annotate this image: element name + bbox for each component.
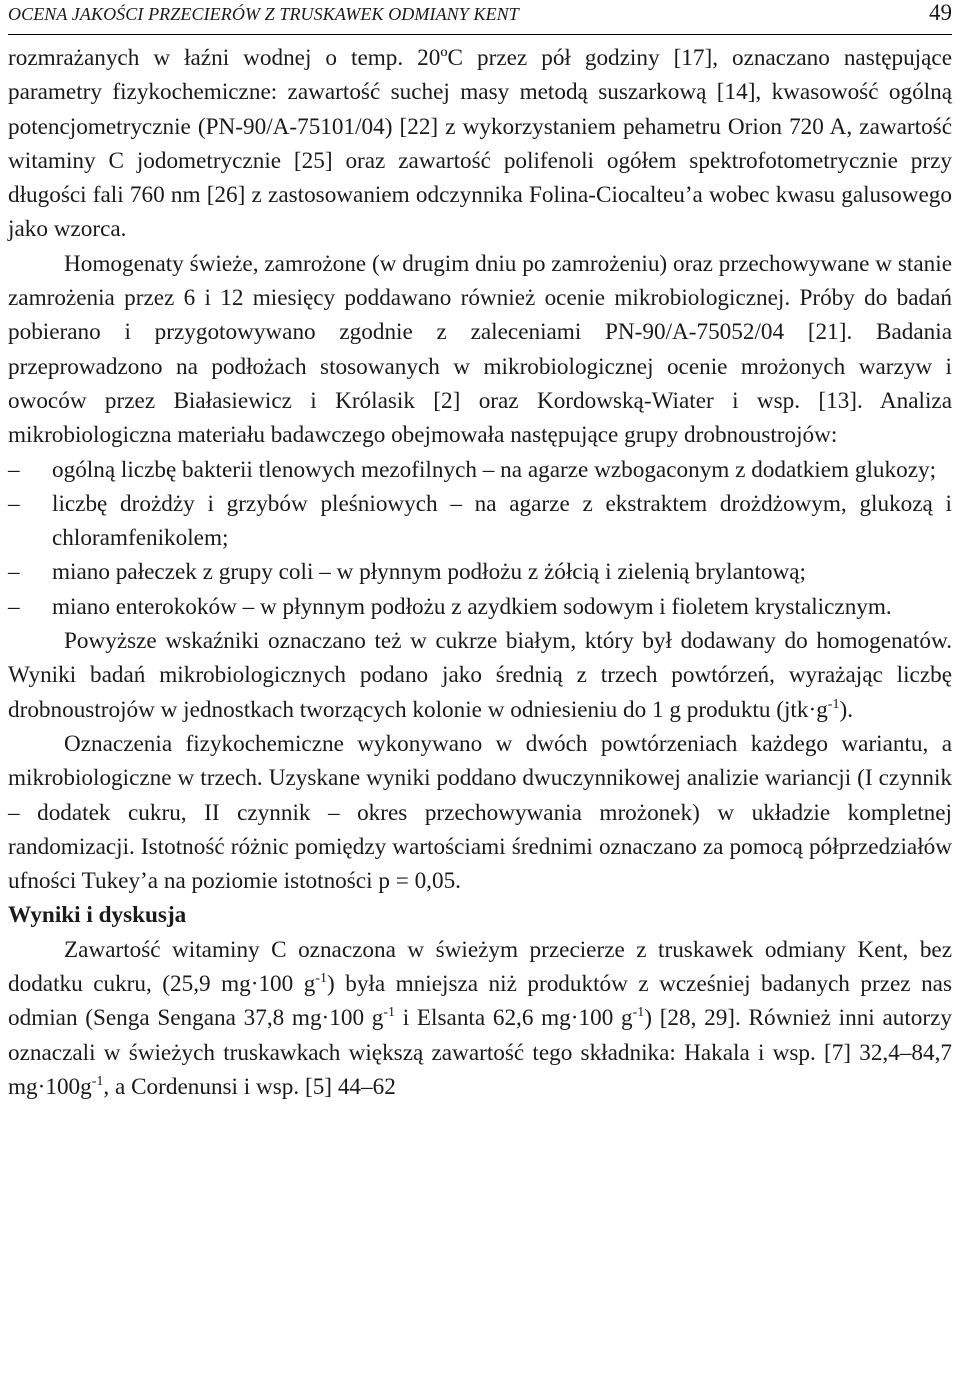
- superscript: -1: [383, 1005, 396, 1021]
- paragraph-homogenates: Homogenaty świeże, zamrożone (w drugim dniu po zamrożeniu) oraz przechowywane w stanie zamrożenia przez 6 i 12 miesięcy poddawano również ocenie mikrobiologicznej. Próby do badań pobierano i przygotowywano zgodnie z zaleceniami PN-90/A-75052/04 [21]. Badania przeprowadzono na podłożach stosowanych w mikrobiologicznej ocenie mrożonych warzyw i owoców przez Białasiewicz i Królasik [2] oraz Kordowską-Wiater i wsp. [13]. Analiza mikrobiologiczna materiału badawczego obejmowała następujące grupy drobnoustrojów:: [8, 250, 952, 449]
- running-title: OCENA JAKOŚCI PRZECIERÓW Z TRUSKAWEK ODMIANY KENT: [8, 4, 519, 24]
- text-run: Zawartość witaminy C oznaczona w świeżym przecierze z truskawek odmiany Kent, bez dodatku cukru, (25,9 mg·100 g: [8, 936, 952, 998]
- list-item-text: liczbę drożdży i grzybów pleśniowych – na agarze z ekstraktem drożdżowym, glukozą i chloramfenikolem;: [52, 490, 952, 552]
- paragraph-methods: rozmrażanych w łaźni wodnej o temp. 20ºC przez pół godziny [17], oznaczano następujące parametry fizykochemiczne: zawartość suchej masy metodą suszarkową [14], kwasowość ogólną potencjometrycznie (PN-90/A-75101/04) [22] z wykorzystaniem pehametru Orion 720 A, zawartość witaminy C jodometrycznie [25] oraz zawartość polifenoli ogółem spektrofotometrycznie przy długości fali 760 nm [26] z zastosowaniem odczynnika Folina-Ciocalteu’a wobec kwasu galusowego jako wzorca.: [8, 45, 952, 243]
- superscript: -1: [91, 1073, 104, 1089]
- list-item: [8, 487, 952, 556]
- list-dash: –: [8, 559, 20, 586]
- paragraph-results: [8, 933, 952, 1104]
- text-run: , a Cordenunsi i wsp. [5] 44–62: [103, 1073, 396, 1100]
- list-item: [8, 453, 952, 487]
- list-item-text: miano pałeczek z grupy coli – w płynnym podłożu z żółcią i zielenią brylantową;: [52, 559, 806, 586]
- paragraph-statistics: Oznaczenia fizykochemiczne wykonywano w dwóch powtórzeniach każdego wariantu, a mikrobiologiczne w trzech. Uzyskane wyniki poddano dwuczynnikowej analizie wariancji (I czynnik – dodatek cukru, II czynnik – okres przechowywania mrożonek) w układzie kompletnej randomizacji. Istotność różnic pomiędzy wartościami średnimi oznaczano za pomocą półprzedziałów ufności Tukey’a na poziomie istotności p = 0,05.: [8, 730, 952, 895]
- list-dash: –: [8, 490, 20, 517]
- list-item-text: ogólną liczbę bakterii tlenowych mezofilnych – na agarze wzbogaconym z dodatkiem glukozy;: [52, 456, 937, 483]
- list-dash: –: [8, 593, 20, 620]
- superscript: -1: [827, 696, 840, 712]
- text-run: ).: [839, 696, 853, 723]
- list-dash: –: [8, 456, 20, 483]
- text-run: ) była mniejsza niż produktów z wcześniej badanych przez nas odmian (Senga Sengana 37,8 mg·100 g: [8, 971, 952, 1032]
- list-item: [8, 555, 952, 589]
- text-run: i Elsanta 62,6 mg·100 g: [395, 1005, 633, 1032]
- page-header: [8, 0, 952, 35]
- superscript: -1: [632, 1005, 645, 1021]
- paragraph-indicators: [8, 624, 952, 727]
- document-body: [8, 41, 952, 1104]
- section-heading: Wyniki i dyskusja: [8, 902, 187, 929]
- superscript: -1: [315, 971, 327, 987]
- microorganism-list: [8, 453, 952, 624]
- list-item-text: miano enterokoków – w płynnym podłożu z azydkiem sodowym i fioletem krystalicznym.: [52, 593, 892, 620]
- page-number: 49: [929, 0, 952, 25]
- text-run: Powyższe wskaźniki oznaczano też w cukrze białym, który był dodawany do homogenatów. Wyniki badań mikrobiologicznych podano jako średnią z trzech powtórzeń, wyrażając liczbę drobnoustrojów w jednostkach tworzących kolonie w odniesieniu do 1 g produktu (jtk·g: [8, 628, 952, 723]
- text-run: ) [28, 29]. Również inni autorzy oznaczali w świeżych truskawkach większą zawartość tego składnika: Hakala i wsp. [7] 32,4–84,7 mg·100g: [8, 1005, 952, 1100]
- list-item: [8, 590, 952, 624]
